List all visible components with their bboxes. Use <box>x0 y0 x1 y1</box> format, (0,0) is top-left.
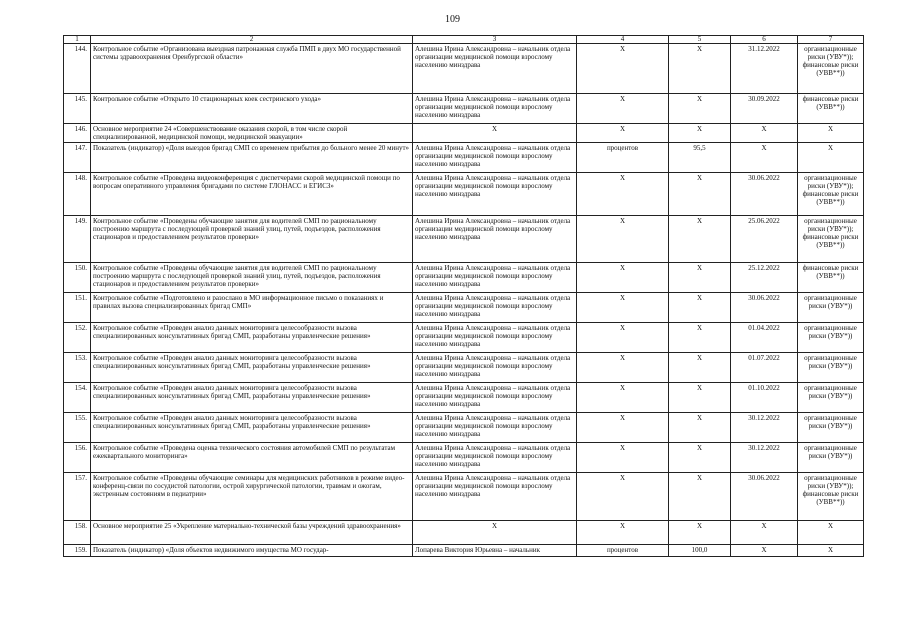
date-cell: 30.12.2022 <box>731 413 798 443</box>
value-cell: X <box>669 293 731 323</box>
unit-cell: X <box>577 353 669 383</box>
table-row <box>64 545 864 557</box>
table-row <box>64 143 864 173</box>
date-cell: 30.06.2022 <box>731 173 798 216</box>
table-row <box>64 443 864 473</box>
table-row <box>64 173 864 216</box>
responsible-cell: Алешина Ирина Александровна – начальник отдела организации медицинской помощи взрослому населению минздрава <box>413 473 577 521</box>
description-cell: Показатель (индикатор) «Доля выездов бригад СМП со временем прибытия до больного менее 20 минут» <box>91 143 413 173</box>
value-cell: X <box>669 443 731 473</box>
value-cell: X <box>669 216 731 263</box>
unit-cell: X <box>577 383 669 413</box>
value-cell: X <box>669 124 731 143</box>
value-cell: 95,5 <box>669 143 731 173</box>
row-number-cell: 144. <box>64 44 91 94</box>
date-cell: 01.04.2022 <box>731 323 798 353</box>
unit-cell: X <box>577 124 669 143</box>
responsible-cell: Алешина Ирина Александровна – начальник отдела организации медицинской помощи взрослому населению минздрава <box>413 383 577 413</box>
date-cell: 25.12.2022 <box>731 263 798 293</box>
row-number-cell: 153. <box>64 353 91 383</box>
date-cell: X <box>731 143 798 173</box>
header-cell: 2 <box>91 36 413 44</box>
date-cell: X <box>731 545 798 557</box>
row-number-cell: 150. <box>64 263 91 293</box>
risk-cell: организационные риски (УВУ*)) <box>798 353 864 383</box>
risk-cell: организационные риски (УВУ*)); финансовые риски (УВВ**)) <box>798 216 864 263</box>
table-row <box>64 473 864 521</box>
row-number-cell: 152. <box>64 323 91 353</box>
unit-cell: X <box>577 216 669 263</box>
description-cell: Контрольное событие «Проведены обучающие семинары для медицинских работников в режиме видео-конференц-связи по сосудистой патологии, острой хирургической патологии, травмам и ожогам, экстренным состояниям в педиатрии» <box>91 473 413 521</box>
row-number-cell: 147. <box>64 143 91 173</box>
responsible-cell: X <box>413 521 577 545</box>
plan-table <box>63 35 864 557</box>
table-row <box>64 521 864 545</box>
row-number-cell: 159. <box>64 545 91 557</box>
responsible-cell: X <box>413 124 577 143</box>
risk-cell: организационные риски (УВУ*)); финансовые риски (УВВ**)) <box>798 173 864 216</box>
table-row <box>64 353 864 383</box>
value-cell: X <box>669 353 731 383</box>
value-cell: X <box>669 473 731 521</box>
row-number-cell: 149. <box>64 216 91 263</box>
value-cell: X <box>669 323 731 353</box>
value-cell: X <box>669 413 731 443</box>
unit-cell: X <box>577 173 669 216</box>
description-cell: Контрольное событие «Проведен анализ данных мониторинга целесообразности вызова специализированных консультативных бригад СМП, разработаны управленческие решения» <box>91 323 413 353</box>
unit-cell: X <box>577 413 669 443</box>
responsible-cell: Алешина Ирина Александровна – начальник отдела организации медицинской помощи взрослому населению минздрава <box>413 263 577 293</box>
table-row <box>64 44 864 94</box>
table-row <box>64 323 864 353</box>
risk-cell: организационные риски (УВУ*)); финансовые риски (УВВ**)) <box>798 473 864 521</box>
description-cell: Контрольное событие «Проведен анализ данных мониторинга целесообразности вызова специализированных консультативных бригад СМП, разработаны управленческие решения» <box>91 353 413 383</box>
header-cell: 3 <box>413 36 577 44</box>
risk-cell: X <box>798 124 864 143</box>
risk-cell: организационные риски (УВУ*)) <box>798 293 864 323</box>
value-cell: X <box>669 94 731 124</box>
risk-cell: организационные риски (УВУ*)) <box>798 443 864 473</box>
value-cell: X <box>669 173 731 216</box>
table-row <box>64 413 864 443</box>
date-cell: 30.06.2022 <box>731 293 798 323</box>
unit-cell: X <box>577 323 669 353</box>
row-number-cell: 155. <box>64 413 91 443</box>
unit-cell: X <box>577 521 669 545</box>
responsible-cell: Алешина Ирина Александровна – начальник отдела организации медицинской помощи взрослому населению минздрава <box>413 173 577 216</box>
value-cell: X <box>669 521 731 545</box>
date-cell: 30.12.2022 <box>731 443 798 473</box>
description-cell: Контрольное событие «Проведен анализ данных мониторинга целесообразности вызова специализированных консультативных бригад СМП, разработаны управленческие решения» <box>91 383 413 413</box>
date-cell: 25.06.2022 <box>731 216 798 263</box>
date-cell: X <box>731 521 798 545</box>
unit-cell: X <box>577 443 669 473</box>
row-number-cell: 154. <box>64 383 91 413</box>
description-cell: Контрольное событие «Проведена видеоконференция с диспетчерами скорой медицинской помощи по вопросам оперативного управления бригадами по системе ГЛОНАСС и ЕГИСЗ» <box>91 173 413 216</box>
header-cell: 7 <box>798 36 864 44</box>
risk-cell: организационные риски (УВУ*)) <box>798 323 864 353</box>
responsible-cell: Алешина Ирина Александровна – начальник отдела организации медицинской помощи взрослому населению минздрава <box>413 443 577 473</box>
row-number-cell: 158. <box>64 521 91 545</box>
risk-cell: финансовые риски (УВВ**)) <box>798 94 864 124</box>
table-row <box>64 216 864 263</box>
responsible-cell: Алешина Ирина Александровна – начальник отдела организации медицинской помощи взрослому населению минздрава <box>413 216 577 263</box>
unit-cell: X <box>577 473 669 521</box>
date-cell: 31.12.2022 <box>731 44 798 94</box>
date-cell: 30.09.2022 <box>731 94 798 124</box>
responsible-cell: Алешина Ирина Александровна – начальник отдела организации медицинской помощи взрослому населению минздрава <box>413 143 577 173</box>
unit-cell: процентов <box>577 143 669 173</box>
header-cell: 4 <box>577 36 669 44</box>
plan-table-body <box>64 36 864 557</box>
unit-cell: X <box>577 293 669 323</box>
row-number-cell: 156. <box>64 443 91 473</box>
date-cell: 30.06.2022 <box>731 473 798 521</box>
table-row <box>64 383 864 413</box>
description-cell: Основное мероприятие 24 «Совершенствование оказания скорой, в том числе скорой специализированной, медицинской помощи, медицинской эвакуации» <box>91 124 413 143</box>
description-cell: Контрольное событие «Подготовлено и разослано в МО информационное письмо о показаниях и правилах вызова специализированных бригад СМП» <box>91 293 413 323</box>
row-number-cell: 151. <box>64 293 91 323</box>
page-number: 109 <box>445 14 460 25</box>
row-number-cell: 146. <box>64 124 91 143</box>
value-cell: X <box>669 383 731 413</box>
table-row <box>64 124 864 143</box>
table-row <box>64 94 864 124</box>
date-cell: 01.07.2022 <box>731 353 798 383</box>
description-cell: Контрольное событие «Проведена оценка технического состояния автомобилей СМП по результатам ежеквартального мониторинга» <box>91 443 413 473</box>
risk-cell: организационные риски (УВУ*)) <box>798 383 864 413</box>
responsible-cell: Алешина Ирина Александровна – начальник отдела организации медицинской помощи взрослому населению минздрава <box>413 353 577 383</box>
risk-cell: организационные риски (УВУ*)); финансовые риски (УВВ**)) <box>798 44 864 94</box>
unit-cell: процентов <box>577 545 669 557</box>
responsible-cell: Алешина Ирина Александровна – начальник отдела организации медицинской помощи взрослому населению минздрава <box>413 94 577 124</box>
value-cell: X <box>669 44 731 94</box>
description-cell: Показатель (индикатор) «Доля объектов недвижимого имущества МО государ- <box>91 545 413 557</box>
date-cell: 01.10.2022 <box>731 383 798 413</box>
responsible-cell: Алешина Ирина Александровна – начальник отдела организации медицинской помощи взрослому населению минздрава <box>413 293 577 323</box>
unit-cell: X <box>577 94 669 124</box>
description-cell: Контрольное событие «Проведены обучающие занятия для водителей СМП по рациональному построению маршрута с последующей проверкой знаний улиц, путей, подъездов, расположения стационаров и предоставлением результатов проверки» <box>91 216 413 263</box>
responsible-cell: Лопарева Виктория Юрьевна – начальник <box>413 545 577 557</box>
row-number-cell: 148. <box>64 173 91 216</box>
unit-cell: X <box>577 263 669 293</box>
description-cell: Контрольное событие «Открыто 10 стационарных коек сестринского ухода» <box>91 94 413 124</box>
description-cell: Контрольное событие «Проведен анализ данных мониторинга целесообразности вызова специализированных консультативных бригад СМП, разработаны управленческие решения» <box>91 413 413 443</box>
date-cell: X <box>731 124 798 143</box>
unit-cell: X <box>577 44 669 94</box>
responsible-cell: Алешина Ирина Александровна – начальник отдела организации медицинской помощи взрослому населению минздрава <box>413 323 577 353</box>
table-row <box>64 293 864 323</box>
table-row <box>64 263 864 293</box>
header-cell: 1 <box>64 36 91 44</box>
risk-cell: X <box>798 521 864 545</box>
risk-cell: X <box>798 143 864 173</box>
table-header-row <box>64 36 864 44</box>
row-number-cell: 145. <box>64 94 91 124</box>
description-cell: Основное мероприятие 25 «Укрепление материально-технической базы учреждений здравоохранения» <box>91 521 413 545</box>
header-cell: 6 <box>731 36 798 44</box>
description-cell: Контрольное событие «Проведены обучающие занятия для водителей СМП по рациональному построению маршрута с последующей проверкой знаний улиц, путей, подъездов, расположения стационаров и предоставлением результатов проверки» <box>91 263 413 293</box>
risk-cell: финансовые риски (УВВ**)) <box>798 263 864 293</box>
responsible-cell: Алешина Ирина Александровна – начальник отдела организации медицинской помощи взрослому населению минздрава <box>413 413 577 443</box>
header-cell: 5 <box>669 36 731 44</box>
risk-cell: организационные риски (УВУ*)) <box>798 413 864 443</box>
risk-cell: X <box>798 545 864 557</box>
value-cell: X <box>669 263 731 293</box>
responsible-cell: Алешина Ирина Александровна – начальник отдела организации медицинской помощи взрослому населению минздрава <box>413 44 577 94</box>
description-cell: Контрольное событие «Организована выездная патронажная служба ПМП в двух МО государственной системы здравоохранения Оренбургской области» <box>91 44 413 94</box>
value-cell: 100,0 <box>669 545 731 557</box>
row-number-cell: 157. <box>64 473 91 521</box>
